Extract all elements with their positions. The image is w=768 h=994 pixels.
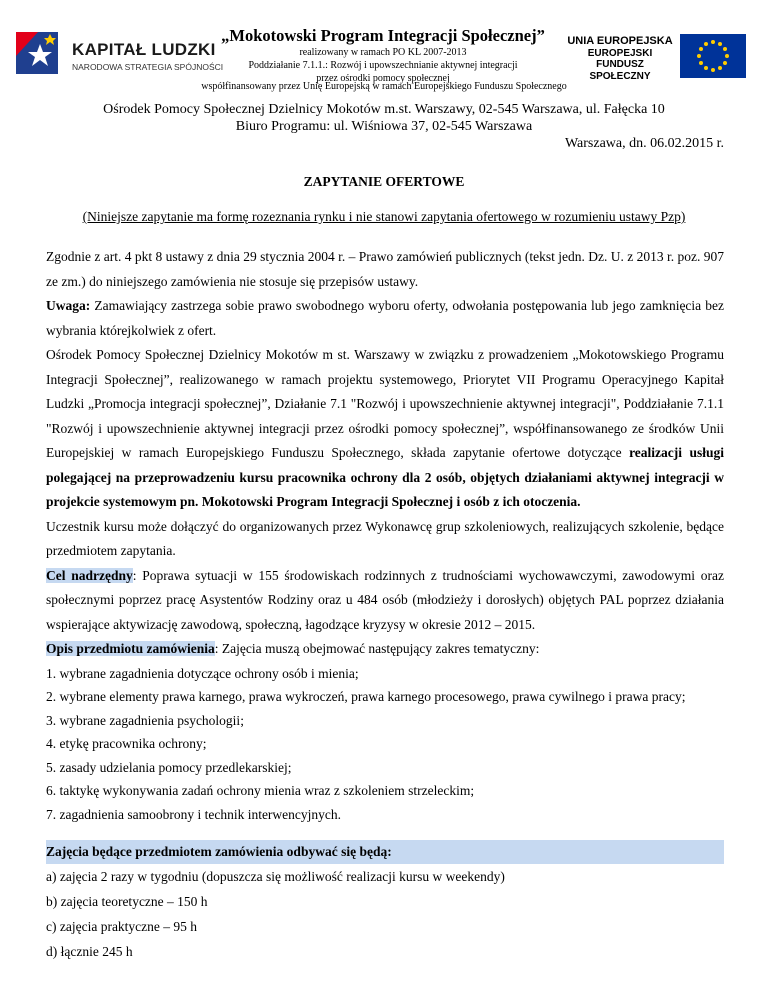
intro-bold: realizacji usługi polegającej na przeprowadzeniu kursu pracownika ochrony dla 2 osób, objętych działaniami aktywnej integracji w projekcie systemowym pn. Mokotowski Program Integracji Społecznej i osób z ich otoczenia. <box>46 445 724 509</box>
program-line: realizowany w ramach PO KL 2007-2013 <box>299 47 467 58</box>
kl-title: KAPITAŁ LUDZKI <box>72 40 216 59</box>
schedule-heading: Zajęcia będące przedmiotem zamówienia odbywać się będą: <box>46 840 724 864</box>
program-header <box>200 26 566 85</box>
schedule-item: b) zajęcia teoretyczne – 150 h <box>46 894 208 909</box>
paragraph-participant: Uczestnik kursu może dołączyć do organizowanych przez Wykonawcę grup szkoleniowych, realizujących szkolenie, będące przedmiotem zapytania. <box>46 518 724 558</box>
eu-line: EUROPEJSKI <box>587 47 653 59</box>
list-item: 2. wybrane elementy prawa karnego, prawa wykroczeń, prawa karnego procesowego, prawa cywilnego i prawa pracy; <box>46 689 686 704</box>
schedule-item: c) zajęcia praktyczne – 95 h <box>46 919 198 934</box>
paragraph-uwaga <box>46 294 724 343</box>
schedule-item: a) zajęcia 2 razy w tygodniu (dopuszcza się możliwość realizacji kursu w weekendy) <box>46 869 505 884</box>
list-item: 1. wybrane zagadnienia dotyczące ochrony osób i mienia; <box>46 665 359 681</box>
program-title: „Mokotowski Program Integracji Społecznej” <box>221 26 545 45</box>
program-line: przez ośrodki pomocy społecznej <box>316 73 450 84</box>
paragraph-legal: Zgodnie z art. 4 pkt 8 ustawy z dnia 29 stycznia 2004 r. – Prawo zamówień publicznych (tekst jedn. Dz. U. z 2013 r. poz. 907 ze zm.) do niniejszego zamówienia nie stosuje się przepisów ustawy. <box>46 249 724 289</box>
goal-text: : Poprawa sytuacji w 155 środowiskach rodzinnych z trudnościami wychowawczymi, zawodowymi oraz społecznymi poprzez pracę Asystentów Rodziny oraz u 484 osób (młodzieży i dorosłych) objętych PAL poprzez działania wspierające aktywizację zawodową, społeczną, łagodzące kryzysy w okresie 2012 – 2015. <box>46 567 724 632</box>
list-item: 5. zasady udzielania pomocy przedlekarskiej; <box>46 759 292 775</box>
list-item: 3. wybrane zagadnienia psychologii; <box>46 712 244 728</box>
eu-line: FUNDUSZ SPOŁECZNY <box>589 59 651 82</box>
scope-text: : Zajęcia muszą obejmować następujący zakres tematyczny: <box>214 641 540 656</box>
schedule-section <box>46 840 724 964</box>
goal-label: Cel nadrzędny <box>46 567 133 583</box>
document-note: (Niniejsze zapytanie ma formę rozeznania rynku i nie stanowi zapytania ofertowego w rozumieniu ustawy Pzp) <box>82 209 686 224</box>
intro-text: Ośrodek Pomocy Społecznej Dzielnicy Mokotów m st. Warszawy w związku z prowadzeniem „Mokotowskiego Programu Integracji Społecznej”, realizowanego w ramach projektu systemowego, Priorytet VII Programu Operacyjnego Kapitał Ludzki „Promocja integracji społecznej”, Działanie 7.1 "Rozwój i upowszechnienie aktywnej integracji", Poddziałanie 7.1.1 "Rozwój i upowszechnienie aktywnej integracji przez ośrodki pomocy społecznej”, współfinansowanego ze środków Unii Europejskiej w ramach Europejskiego Funduszu Społecznego, składa zapytanie ofertowe dotyczące <box>46 347 724 460</box>
document-body-main <box>46 343 724 826</box>
document-date: Warszawa, dn. 06.02.2015 r. <box>564 136 724 151</box>
kl-subtitle: NARODOWA STRATEGIA SPÓJNOŚCI <box>72 62 224 72</box>
eu-logo-text <box>566 36 674 82</box>
list-item: 7. zagadnienia samoobrony i technik interwencyjnych. <box>46 806 342 822</box>
program-office-address: Biuro Programu: ul. Wiśniowa 37, 02-545 Warszawa <box>235 119 533 134</box>
document-title: ZAPYTANIE OFERTOWE <box>303 174 465 189</box>
kapital-ludzki-logo <box>12 26 224 82</box>
scope-label: Opis przedmiotu zamówienia <box>46 641 215 656</box>
kapital-ludzki-emblem-icon <box>12 26 68 82</box>
eu-line: UNIA EUROPEJSKA <box>567 35 673 47</box>
schedule-item: d) łącznie 245 h <box>46 944 133 959</box>
paragraph-goal <box>46 564 724 638</box>
paragraph-scope <box>46 637 724 662</box>
eu-flag-icon <box>680 34 746 78</box>
uwaga-text: Zamawiający zastrzega sobie prawo swobodnego wyboru oferty, odwołania postępowania lub jego zamknięcia bez wybrania którejkolwiek z ofert. <box>46 298 724 338</box>
org-address: Ośrodek Pomocy Społecznej Dzielnicy Mokotów m.st. Warszawy, 02-545 Warszawa, ul. Fałęcka 10 <box>103 102 665 117</box>
topics-list <box>46 662 724 827</box>
list-item: 6. taktykę wykonywania zadań ochrony mienia wraz z szkoleniem strzeleckim; <box>46 783 475 798</box>
program-line: Poddziałanie 7.1.1.: Rozwój i upowszechnianie aktywnej integracji <box>248 60 518 71</box>
list-item: 4. etykę pracownika ochrony; <box>46 736 207 751</box>
document-body <box>46 245 724 343</box>
paragraph-intro <box>46 343 724 515</box>
cofinanced-line: współfinansowany przez Unię Europejską w ramach Europejskiego Funduszu Społecznego <box>201 81 567 92</box>
uwaga-label: Uwaga: <box>46 298 91 313</box>
